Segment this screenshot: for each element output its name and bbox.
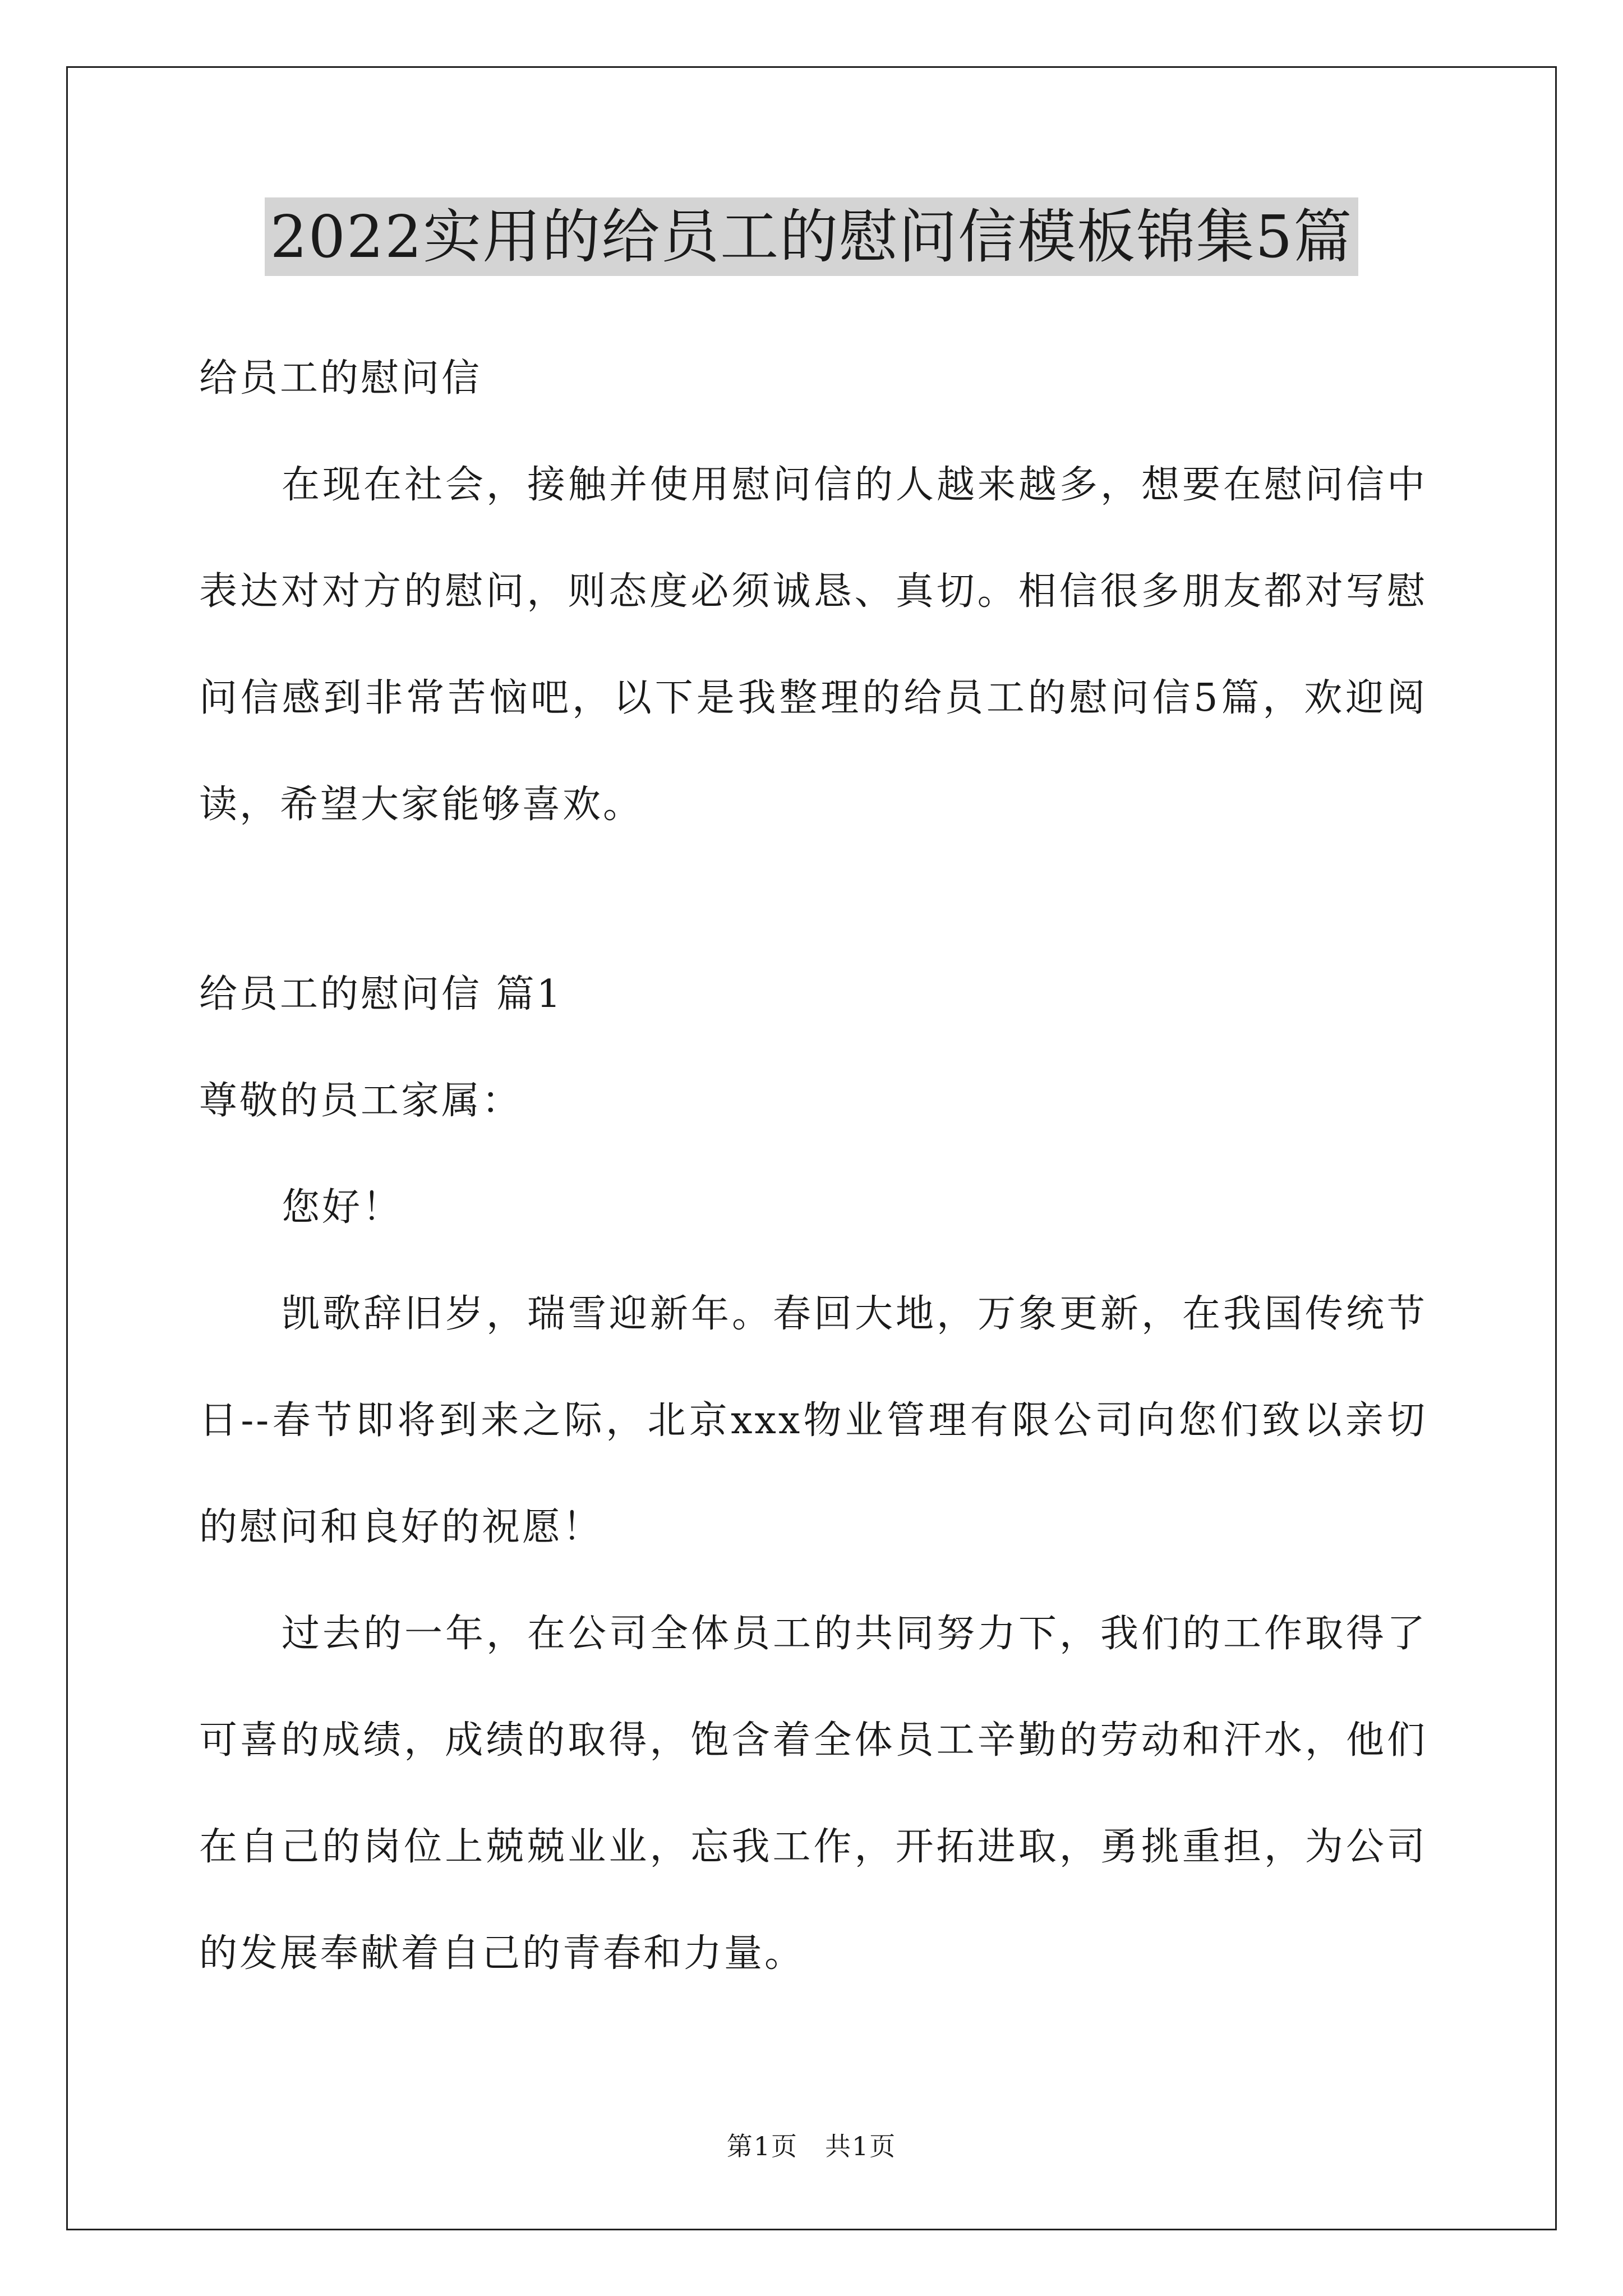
intro-paragraph: 在现在社会，接触并使用慰问信的人越来越多，想要在慰问信中表达对对方的慰问，则态度必须诚恳、真切。相信很多朋友都对写慰问信感到非常苦恼吧，以下是我整理的给员工的慰问信5篇，欢迎阅读，希望大家能够喜欢。 [199,463,1427,827]
title-container [0,197,1623,276]
section-heading: 给员工的慰问信 [199,356,482,401]
salutation: 尊敬的员工家属： [199,1079,523,1123]
greeting: 您好！ [282,1185,403,1230]
body-paragraph: 凯歌辞旧岁，瑞雪迎新年。春回大地，万象更新，在我国传统节日--春节即将到来之际，北京xxx物业管理有限公司向您们致以亲切的慰问和良好的祝愿！ [199,1292,1427,1549]
page-footer: 第1页 共1页 [726,2131,897,2161]
document-body [199,325,1427,2007]
document-title: 2022实用的给员工的慰问信模板锦集5篇 [265,197,1359,276]
body-paragraph: 过去的一年，在公司全体员工的共同努力下，我们的工作取得了可喜的成绩，成绩的取得，饱含着全体员工辛勤的劳动和汗水，他们在自己的岗位上兢兢业业，忘我工作，开拓进取，勇挑重担，为公司的发展奉献着自己的青春和力量。 [199,1612,1427,1976]
letter-heading: 给员工的慰问信 篇1 [199,972,563,1016]
